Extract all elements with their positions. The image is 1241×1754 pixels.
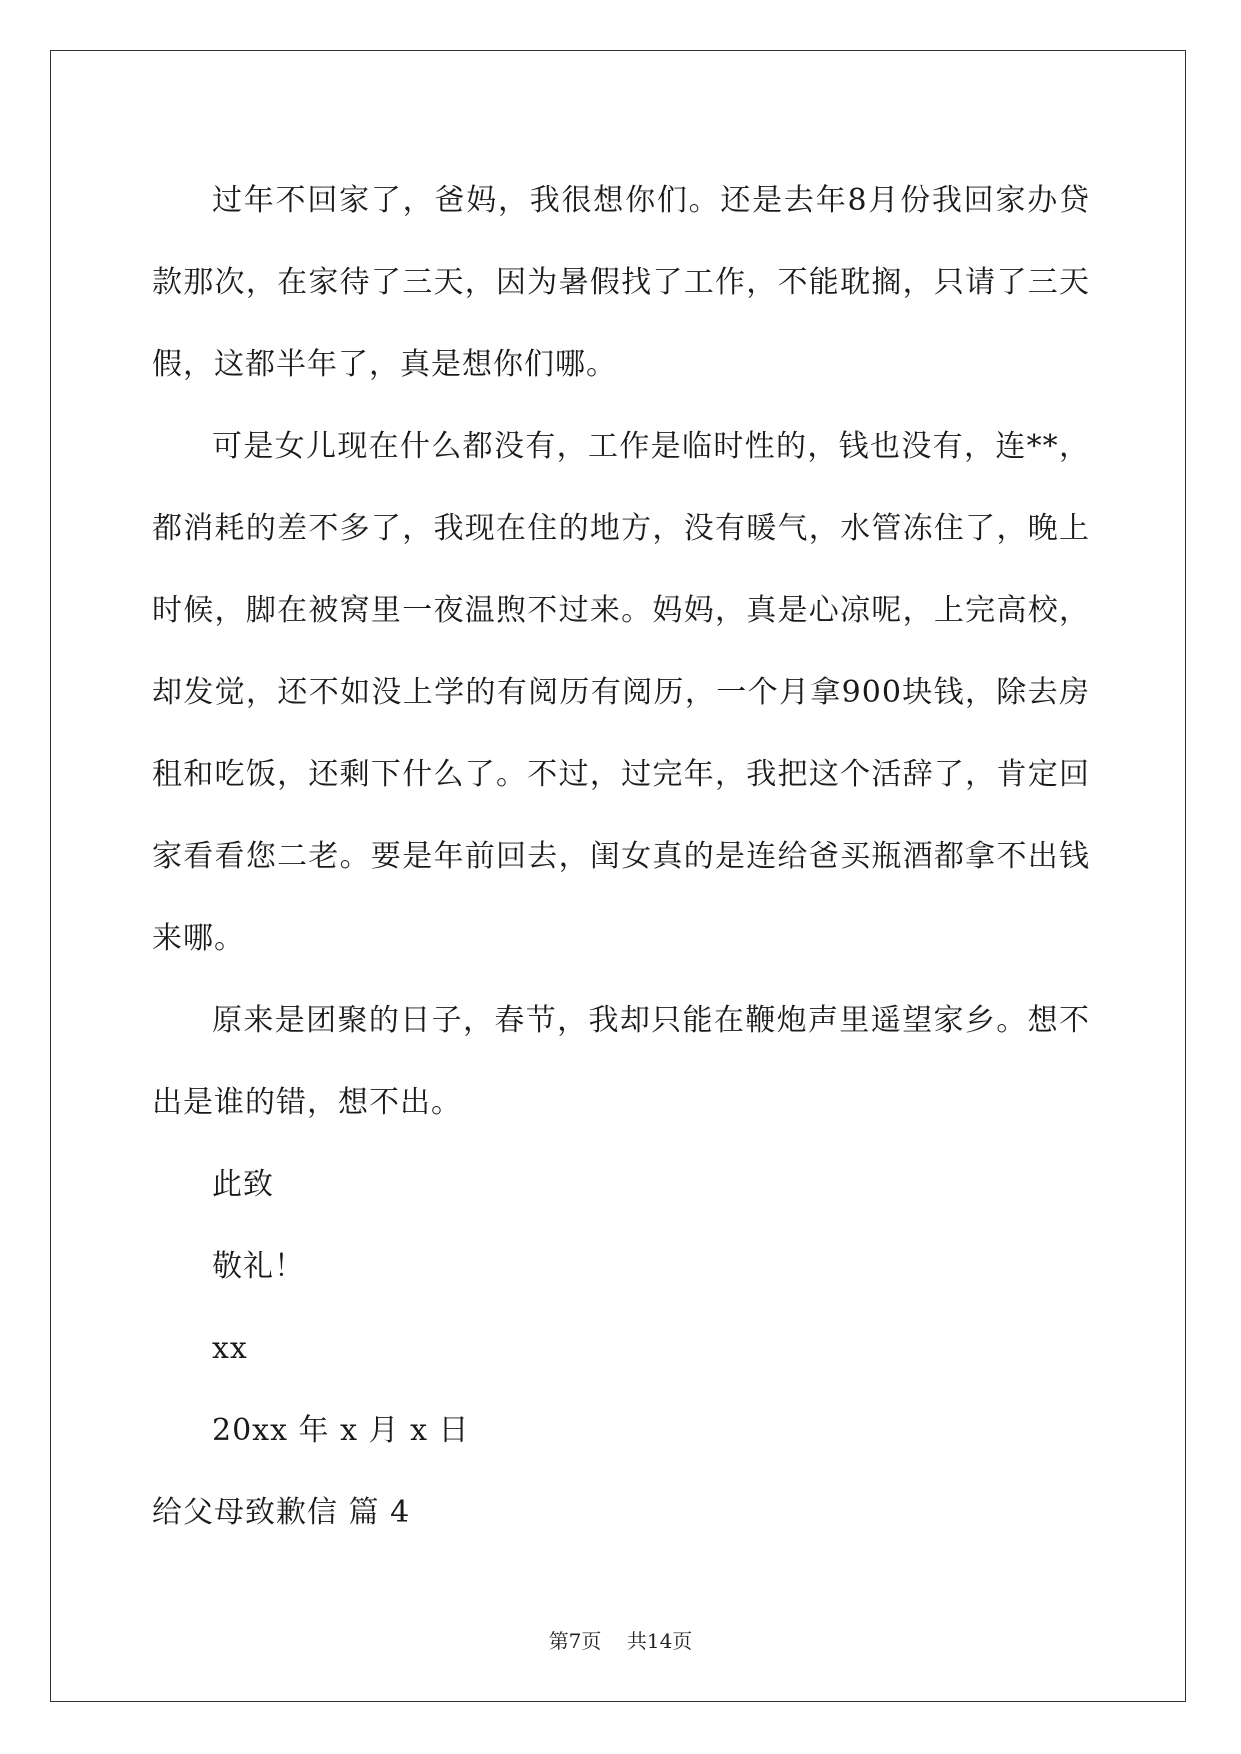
paragraph-hardship: 可是女儿现在什么都没有，工作是临时性的，钱也没有，连**，都消耗的差不多了，我现在住的地方，没有暖气，水管冻住了，晚上时候，脚在被窝里一夜温煦不过来。妈妈，真是心凉呢，上完高校，却发觉，还不如没上学的有阅历有阅历，一个月拿900块钱，除去房租和吃饭，还剩下什么了。不过，过完年，我把这个活辞了，肯定回家看看您二老。要是年前回去，闺女真的是连给爸买瓶酒都拿不出钱来哪。 <box>152 429 1090 956</box>
total-pages: 共14页 <box>626 1629 693 1653</box>
letter-body <box>152 160 1090 1554</box>
paragraph-spring-festival: 原来是团聚的日子，春节，我却只能在鞭炮声里遥望家乡。想不出是谁的错，想不出。 <box>152 1003 1090 1120</box>
letter-date: 20xx 年 x 月 x 日 <box>212 1413 470 1448</box>
page-number: 第7页 <box>548 1629 602 1653</box>
closing-salutation: 此致 <box>212 1167 274 1202</box>
page-footer <box>0 1625 1241 1654</box>
section-heading: 给父母致歉信 篇 4 <box>152 1495 411 1530</box>
paragraph-missing-parents: 过年不回家了，爸妈，我很想你们。还是去年8月份我回家办贷款那次，在家待了三天，因为暑假找了工作，不能耽搁，只请了三天假，这都半年了，真是想你们哪。 <box>152 183 1090 382</box>
signature: xx <box>212 1331 248 1366</box>
closing-regards: 敬礼！ <box>212 1249 305 1284</box>
